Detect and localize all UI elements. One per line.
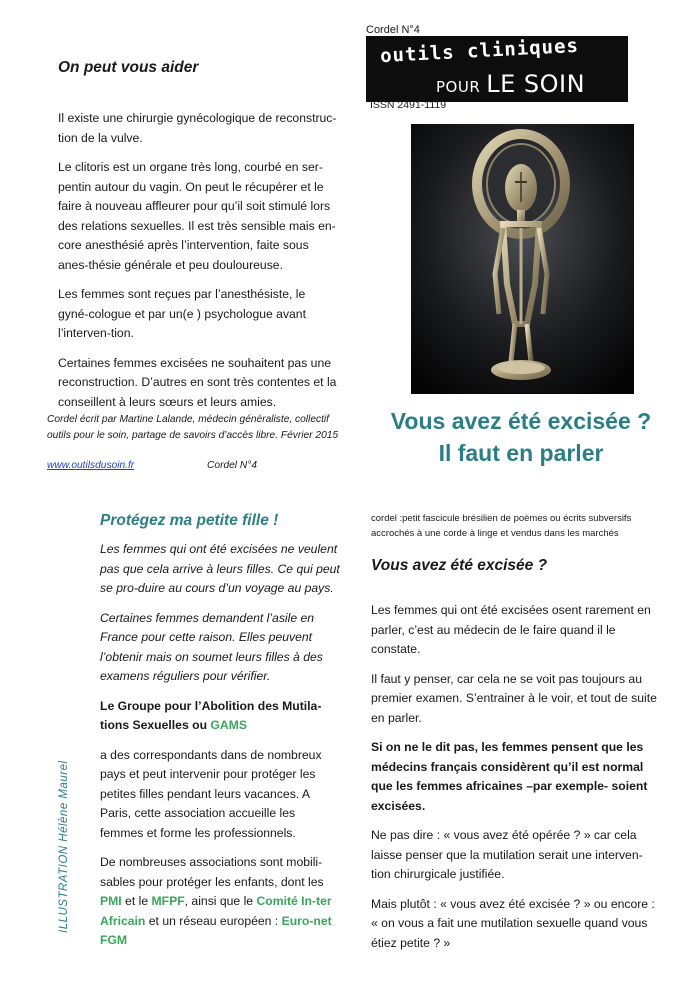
text-segment: De nombreuses associations sont mobili-sables pour protéger les enfants, dont les bbox=[100, 855, 324, 889]
logo-line1: outils cliniques bbox=[379, 34, 580, 68]
paragraph: Les femmes sont reçues par l’anesthésiste, le gyné-cologue et par un(e ) psychologue avant l’interven-tion. bbox=[58, 287, 306, 340]
paragraph-bold: Si on ne le dit pas, les femmes pensent que les médecins français considèrent qu’il est normal que les femmes africaines –par exemple- soient excisées. bbox=[371, 740, 648, 813]
cia-name: Comité In-ter Africain bbox=[100, 894, 332, 928]
gams-label: Le Groupe pour l’Abolition des Mutila-tions Sexuelles ou bbox=[100, 698, 322, 732]
associations-paragraph bbox=[100, 853, 340, 951]
credit-text: Cordel écrit par Martine Lalande, médecin généraliste, collectif outils pour le soin, partage de savoirs d’accès libre. Février 2015 bbox=[47, 414, 339, 441]
left-column bbox=[58, 59, 338, 422]
paragraph: Il existe une chirurgie gynécologique de reconstruc-tion de la vulve. bbox=[58, 111, 337, 145]
paragraph: Les femmes qui ont été excisées ne veulent pas que cela arrive à leurs filles. Ce qui peut se pro-duire au cours d’un voyage au pays. bbox=[100, 542, 340, 595]
mfpf-acronym: MFPF bbox=[151, 894, 185, 908]
logo-line2-big: LE SOIN bbox=[486, 70, 586, 98]
logo-line2-small: POUR bbox=[436, 78, 481, 96]
section-heading-excised: Vous avez été excisée ? bbox=[371, 557, 548, 574]
gams-acronym: GAMS bbox=[210, 718, 247, 732]
statuette-photo bbox=[411, 124, 634, 394]
paragraph: Mais plutôt : « vous avez été excisée ? » ou encore : « on vous a fait une mutilation sexuelle quand vous étiez petite ? » bbox=[371, 896, 655, 950]
main-title bbox=[352, 405, 690, 469]
paragraph: Les femmes qui ont été excisées osent rarement en parler, c’est au médecin de le faire quand il le constate. bbox=[371, 603, 651, 656]
statuette-image bbox=[411, 124, 634, 394]
paragraph: Le clitoris est un organe très long, courbé en ser-pentin autour du vagin. On peut le récupérer et le faire à nouveau affleurer pour qu’il soit stimulé lors des relations sexuelles. Il est très sensible mais en-core anesthésié après l’intervention, faite sous anes-thésie générale et peu douloureuse. bbox=[58, 160, 336, 272]
gams-paragraph bbox=[100, 697, 340, 736]
logo bbox=[366, 36, 628, 102]
section-heading-help: On peut vous aider bbox=[58, 59, 199, 76]
main-title-line2: Il faut en parler bbox=[438, 440, 604, 466]
pmi-acronym: PMI bbox=[100, 894, 122, 908]
issn: ISSN 2491-1119 bbox=[370, 99, 447, 111]
logo-line2 bbox=[436, 70, 585, 98]
paragraph: Ne pas dire : « vous avez été opérée ? » car cela laisse penser que la mutilation serait une interven-tion chirurgicale justifiée. bbox=[371, 828, 643, 881]
text-segment: et le bbox=[121, 894, 152, 908]
cordel-label: Cordel N°4 bbox=[366, 24, 420, 36]
middle-column bbox=[100, 512, 340, 961]
main-title-line1: Vous avez été excisée ? bbox=[390, 408, 652, 434]
paragraph: Certaines femmes excisées ne souhaitent pas une reconstruction. D’autres en sont très contentes et la conseillent à leurs sœurs et leurs amies. bbox=[58, 355, 337, 409]
illustration-credit: ILLUSTRATION Hélène Maurel bbox=[58, 760, 70, 933]
paragraph: Il faut y penser, car cela ne se voit pas toujours au premier examen. S’entrainer à le voir, et tout de suite en parler. bbox=[371, 671, 657, 725]
cordel-definition: cordel :petit fascicule brésilien de poèmes ou écrits subversifs accrochés à une corde à linge et vendus dans les marchés bbox=[371, 513, 632, 539]
right-column bbox=[371, 511, 661, 963]
text-segment: , ainsi que le bbox=[184, 894, 257, 908]
paragraph: a des correspondants dans de nombreux pays et peut intervenir pour protéger les petites filles pendant leurs vacances. A Paris, cette association accueille les femmes et forme les professionnels. bbox=[100, 747, 322, 840]
text-segment: et un réseau européen : bbox=[145, 913, 282, 928]
author-credit bbox=[47, 412, 347, 474]
section-heading-protect: Protégez ma petite fille ! bbox=[100, 512, 279, 529]
cordel-number: Cordel N°4 bbox=[207, 460, 257, 471]
euronet-name: Euro-net FGM bbox=[100, 913, 332, 947]
paragraph: Certaines femmes demandent l’asile en France pour cette raison. Elles peuvent l’obtenir mais on soumet leurs filles à des examens réguliers pour vérifier. bbox=[100, 610, 323, 683]
website-link[interactable]: www.outilsdusoin.fr bbox=[47, 460, 135, 471]
